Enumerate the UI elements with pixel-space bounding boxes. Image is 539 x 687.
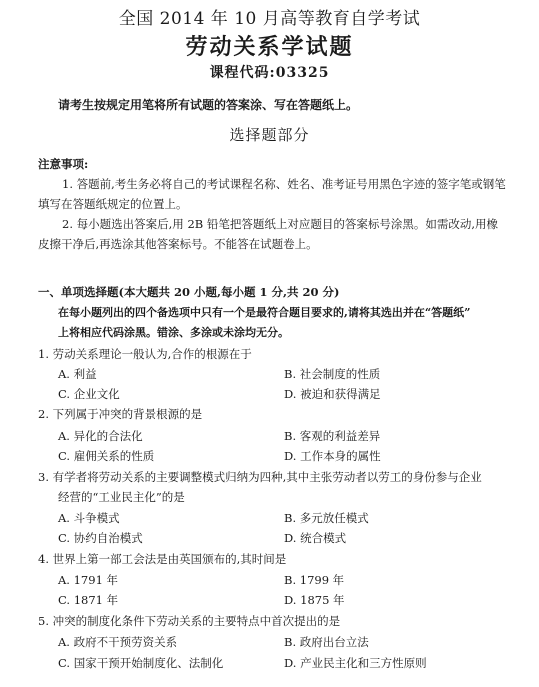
- question-3-stem-line-2: 经营的“工业民主化”的是: [58, 490, 185, 504]
- question-3-option-b: B. 多元放任模式: [284, 511, 369, 525]
- question-2-option-a: A. 异化的合法化: [58, 429, 143, 443]
- answer-notice: 请考生按规定用笔将所有试题的答案涂、写在答题纸上。: [58, 98, 359, 112]
- attention-item-2-line-1: 2. 每小题选出答案后,用 2B 铅笔把答题纸上对应题目的答案标号涂黑。如需改动,用橡: [62, 217, 499, 231]
- question-1-option-c: C. 企业文化: [58, 387, 120, 401]
- section-title: 选择题部分: [229, 126, 310, 144]
- question-3-stem-line-1: 3. 有学者将劳动关系的主要调整模式归纳为四种,其中主张劳动者以劳工的身份参与企业: [38, 470, 482, 484]
- question-4-option-a: A. 1791 年: [58, 573, 119, 587]
- question-5-option-d: D. 产业民主化和三方性原则: [284, 656, 427, 670]
- question-4-option-d: D. 1875 年: [284, 593, 345, 607]
- question-2-stem: 2. 下列属于冲突的背景根源的是: [38, 407, 203, 421]
- question-3-option-c: C. 协约自治模式: [58, 531, 143, 545]
- question-3-option-d: D. 统合模式: [284, 531, 347, 545]
- question-2-option-c: C. 雇佣关系的性质: [58, 449, 155, 463]
- question-3-option-a: A. 斗争模式: [58, 511, 120, 525]
- question-5-option-c: C. 国家干预开始制度化、法制化: [58, 656, 224, 670]
- question-5-option-a: A. 政府不干预劳资关系: [58, 635, 178, 649]
- question-1-option-d: D. 被迫和获得满足: [284, 387, 381, 401]
- question-2-option-d: D. 工作本身的属性: [284, 449, 381, 463]
- question-4-option-c: C. 1871 年: [58, 593, 119, 607]
- part-one-instruction-line-1: 在每小题列出的四个备选项中只有一个是最符合题目要求的,请将其选出并在“答题纸”: [58, 306, 471, 319]
- subject-title: 劳动关系学试题: [185, 34, 354, 60]
- attention-item-1-line-1: 1. 答题前,考生务必将自己的考试课程名称、姓名、准考证号用黑色字迹的签字笔或钢笔: [62, 177, 506, 191]
- question-1-option-a: A. 利益: [58, 367, 97, 381]
- question-1-option-b: B. 社会制度的性质: [284, 367, 381, 381]
- question-5-option-b: B. 政府出台立法: [284, 635, 369, 649]
- question-4-stem: 4. 世界上第一部工会法是由英国颁布的,其时间是: [38, 552, 287, 566]
- question-1-stem: 1. 劳动关系理论一般认为,合作的根源在于: [38, 347, 252, 361]
- course-code: 课程代码:03325: [209, 65, 330, 81]
- attention-item-1-line-2: 填写在答题纸规定的位置上。: [38, 197, 188, 211]
- attention-heading: 注意事项:: [38, 157, 89, 171]
- question-2-option-b: B. 客观的利益差异: [284, 429, 381, 443]
- attention-item-2-line-2: 皮擦干净后,再选涂其他答案标号。不能答在试题卷上。: [38, 237, 318, 251]
- part-one-instruction-line-2: 上将相应代码涂黑。错涂、多涂或未涂均无分。: [58, 326, 289, 339]
- part-one-heading: 一、单项选择题(本大题共 20 小题,每小题 1 分,共 20 分): [38, 285, 340, 299]
- question-4-option-b: B. 1799 年: [284, 573, 345, 587]
- question-5-stem: 5. 冲突的制度化条件下劳动关系的主要特点中首次提出的是: [38, 614, 341, 628]
- exam-session-line: 全国 2014 年 10 月高等教育自学考试: [118, 9, 421, 29]
